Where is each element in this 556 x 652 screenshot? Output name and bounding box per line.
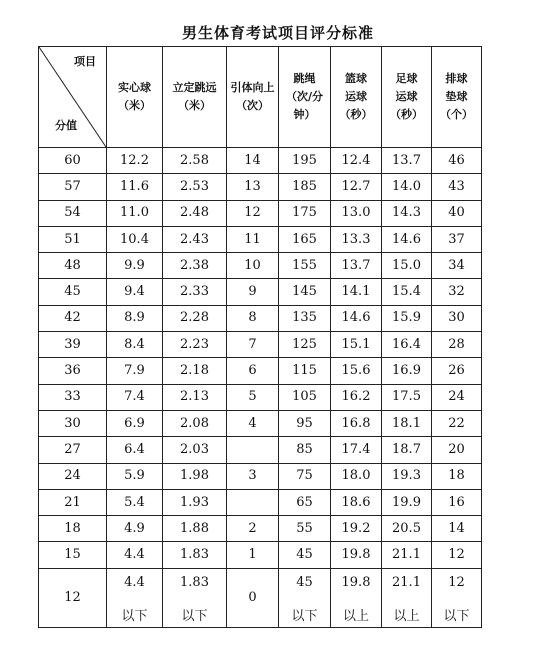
table-cell: 19.3 — [382, 463, 432, 489]
score-cell: 48 — [39, 253, 107, 279]
cell-note: 以下 — [121, 608, 148, 624]
table-cell: 55 — [279, 516, 331, 542]
table-cell: 12.2 — [107, 148, 163, 174]
table-cell: 7 — [227, 332, 279, 358]
table-cell: 17.5 — [382, 384, 432, 410]
cell-note: 以下 — [181, 608, 208, 624]
table-cell: 13.7 — [382, 148, 432, 174]
table-cell: 2 — [227, 516, 279, 542]
table-cell: 125 — [279, 332, 331, 358]
table-cell: 15.9 — [382, 305, 432, 331]
table-cell: 14.1 — [331, 279, 382, 305]
table-cell: 13.3 — [331, 226, 382, 252]
table-cell: 1.88 — [163, 516, 227, 542]
table-cell: 2.33 — [163, 279, 227, 305]
table-cell: 14.6 — [331, 305, 382, 331]
table-cell: 14 — [432, 516, 482, 542]
column-header: 实心球 （米） — [107, 47, 163, 148]
table-cell — [279, 568, 331, 627]
table-cell: 40 — [432, 200, 482, 226]
column-header: 引体向上 （次） — [227, 47, 279, 148]
table-cell: 13 — [227, 174, 279, 200]
table-cell: 2.13 — [163, 384, 227, 410]
column-header: 篮球 运球 （秒） — [331, 47, 382, 148]
table-cell: 11 — [227, 226, 279, 252]
table-row — [39, 148, 482, 174]
table-cell: 15.4 — [382, 279, 432, 305]
table-cell: 18.6 — [331, 489, 382, 515]
column-header: 足球 运球 （秒） — [382, 47, 432, 148]
table-cell: 10.4 — [107, 226, 163, 252]
score-cell: 39 — [39, 332, 107, 358]
cell-value: 45 — [296, 574, 313, 590]
table-row — [39, 200, 482, 226]
diagonal-header-cell — [39, 47, 107, 148]
table-cell: 2.03 — [163, 437, 227, 463]
table-cell: 16.8 — [331, 410, 382, 436]
table-cell: 45 — [279, 542, 331, 568]
score-cell: 27 — [39, 437, 107, 463]
table-cell: 1.98 — [163, 463, 227, 489]
column-header: 跳绳 （次/分 钟） — [279, 47, 331, 148]
column-header: 排球 垫球 （个） — [432, 47, 482, 148]
table-row — [39, 305, 482, 331]
score-cell: 54 — [39, 200, 107, 226]
table-cell: 6 — [227, 358, 279, 384]
table-row — [39, 542, 482, 568]
table-cell: 19.9 — [382, 489, 432, 515]
table-cell: 16.2 — [331, 384, 382, 410]
table-row — [39, 437, 482, 463]
table-cell: 20.5 — [382, 516, 432, 542]
scoring-table — [38, 46, 482, 628]
table-row — [39, 410, 482, 436]
table-cell: 105 — [279, 384, 331, 410]
table-cell: 95 — [279, 410, 331, 436]
table-cell: 28 — [432, 332, 482, 358]
table-cell: 5.9 — [107, 463, 163, 489]
table-cell: 6.4 — [107, 437, 163, 463]
table-cell: 10 — [227, 253, 279, 279]
table-row — [39, 516, 482, 542]
table-cell — [432, 568, 482, 627]
table-cell: 12.7 — [331, 174, 382, 200]
table-cell: 21.1 — [382, 542, 432, 568]
cell-value: 19.8 — [341, 574, 371, 590]
table-cell: 65 — [279, 489, 331, 515]
table-cell: 5 — [227, 384, 279, 410]
table-cell: 7.4 — [107, 384, 163, 410]
table-cell: 16.4 — [382, 332, 432, 358]
score-cell: 36 — [39, 358, 107, 384]
table-row — [39, 489, 482, 515]
table-cell: 11.6 — [107, 174, 163, 200]
score-cell: 42 — [39, 305, 107, 331]
table-cell: 11.0 — [107, 200, 163, 226]
table-cell: 13.7 — [331, 253, 382, 279]
table-cell: 20 — [432, 437, 482, 463]
table-row — [39, 279, 482, 305]
table-cell: 195 — [279, 148, 331, 174]
table-cell: 4 — [227, 410, 279, 436]
score-cell: 21 — [39, 489, 107, 515]
cell-note: 以上 — [342, 608, 369, 624]
table-cell: 37 — [432, 226, 482, 252]
table-cell: 12 — [227, 200, 279, 226]
score-cell: 15 — [39, 542, 107, 568]
table-cell: 13.0 — [331, 200, 382, 226]
table-cell — [382, 568, 432, 627]
table-cell: 145 — [279, 279, 331, 305]
table-cell: 2.18 — [163, 358, 227, 384]
table-cell: 14 — [227, 148, 279, 174]
table-cell: 18.1 — [382, 410, 432, 436]
table-cell: 7.9 — [107, 358, 163, 384]
table-cell: 0 — [227, 568, 279, 627]
cell-value: 21.1 — [392, 574, 421, 590]
table-cell: 12 — [432, 542, 482, 568]
table-cell: 2.48 — [163, 200, 227, 226]
table-cell: 4.4 — [107, 542, 163, 568]
table-cell: 175 — [279, 200, 331, 226]
table-row — [39, 253, 482, 279]
table-row — [39, 384, 482, 410]
table-cell: 19.8 — [331, 542, 382, 568]
table-cell: 9 — [227, 279, 279, 305]
table-cell: 19.2 — [331, 516, 382, 542]
table-cell — [227, 489, 279, 515]
table-cell: 14.0 — [382, 174, 432, 200]
table-row — [39, 174, 482, 200]
table-cell: 15.6 — [331, 358, 382, 384]
table-row — [39, 332, 482, 358]
header-score-label: 分值 — [55, 119, 77, 132]
table-cell: 17.4 — [331, 437, 382, 463]
score-cell: 45 — [39, 279, 107, 305]
table-cell: 14.6 — [382, 226, 432, 252]
table-cell: 12.4 — [331, 148, 382, 174]
table-cell: 135 — [279, 305, 331, 331]
table-cell: 9.4 — [107, 279, 163, 305]
cell-note: 以上 — [393, 608, 420, 624]
table-cell: 24 — [432, 384, 482, 410]
table-cell: 43 — [432, 174, 482, 200]
table-cell: 8.4 — [107, 332, 163, 358]
table-cell: 165 — [279, 226, 331, 252]
table-cell: 16 — [432, 489, 482, 515]
header-item-label: 项目 — [74, 55, 96, 68]
table-cell: 22 — [432, 410, 482, 436]
table-cell: 75 — [279, 463, 331, 489]
table-cell — [227, 437, 279, 463]
score-cell: 12 — [39, 568, 107, 627]
table-cell: 18.7 — [382, 437, 432, 463]
table-cell: 3 — [227, 463, 279, 489]
table-cell: 30 — [432, 305, 482, 331]
score-cell: 33 — [39, 384, 107, 410]
table-cell — [107, 568, 163, 627]
table-cell: 115 — [279, 358, 331, 384]
table-row — [39, 463, 482, 489]
table-cell: 32 — [432, 279, 482, 305]
table-cell: 1.83 — [163, 542, 227, 568]
table-cell: 16.9 — [382, 358, 432, 384]
cell-value: 1.83 — [180, 574, 209, 590]
table-cell: 2.28 — [163, 305, 227, 331]
cell-value: 12 — [448, 574, 465, 590]
table-cell: 5.4 — [107, 489, 163, 515]
table-cell: 2.58 — [163, 148, 227, 174]
table-cell: 8.9 — [107, 305, 163, 331]
table-cell: 18 — [432, 463, 482, 489]
cell-value: 4.4 — [124, 574, 145, 590]
cell-note: 以下 — [291, 608, 318, 624]
document-title: 男生体育考试项目评分标准 — [181, 24, 374, 42]
table-cell: 185 — [279, 174, 331, 200]
table-cell: 4.9 — [107, 516, 163, 542]
table-cell: 2.38 — [163, 253, 227, 279]
table-cell: 2.08 — [163, 410, 227, 436]
table-row — [39, 226, 482, 252]
table-cell: 155 — [279, 253, 331, 279]
table-cell: 9.9 — [107, 253, 163, 279]
table-cell: 2.53 — [163, 174, 227, 200]
table-cell: 2.43 — [163, 226, 227, 252]
table-cell — [331, 568, 382, 627]
score-cell: 57 — [39, 174, 107, 200]
table-cell: 14.3 — [382, 200, 432, 226]
table-cell: 8 — [227, 305, 279, 331]
table-row — [39, 358, 482, 384]
table-cell: 6.9 — [107, 410, 163, 436]
column-header: 立定跳远 （米） — [163, 47, 227, 148]
table-cell: 2.23 — [163, 332, 227, 358]
table-cell: 26 — [432, 358, 482, 384]
table-cell: 18.0 — [331, 463, 382, 489]
table-cell: 1 — [227, 542, 279, 568]
score-cell: 51 — [39, 226, 107, 252]
table-header-row — [39, 47, 482, 148]
cell-note: 以下 — [443, 608, 470, 624]
table-cell: 1.93 — [163, 489, 227, 515]
table-cell — [163, 568, 227, 627]
score-cell: 30 — [39, 410, 107, 436]
score-cell: 24 — [39, 463, 107, 489]
table-cell: 46 — [432, 148, 482, 174]
table-cell: 85 — [279, 437, 331, 463]
table-row-last — [39, 568, 482, 627]
table-cell: 34 — [432, 253, 482, 279]
table-cell: 15.1 — [331, 332, 382, 358]
table-cell: 15.0 — [382, 253, 432, 279]
score-cell: 18 — [39, 516, 107, 542]
score-cell: 60 — [39, 148, 107, 174]
